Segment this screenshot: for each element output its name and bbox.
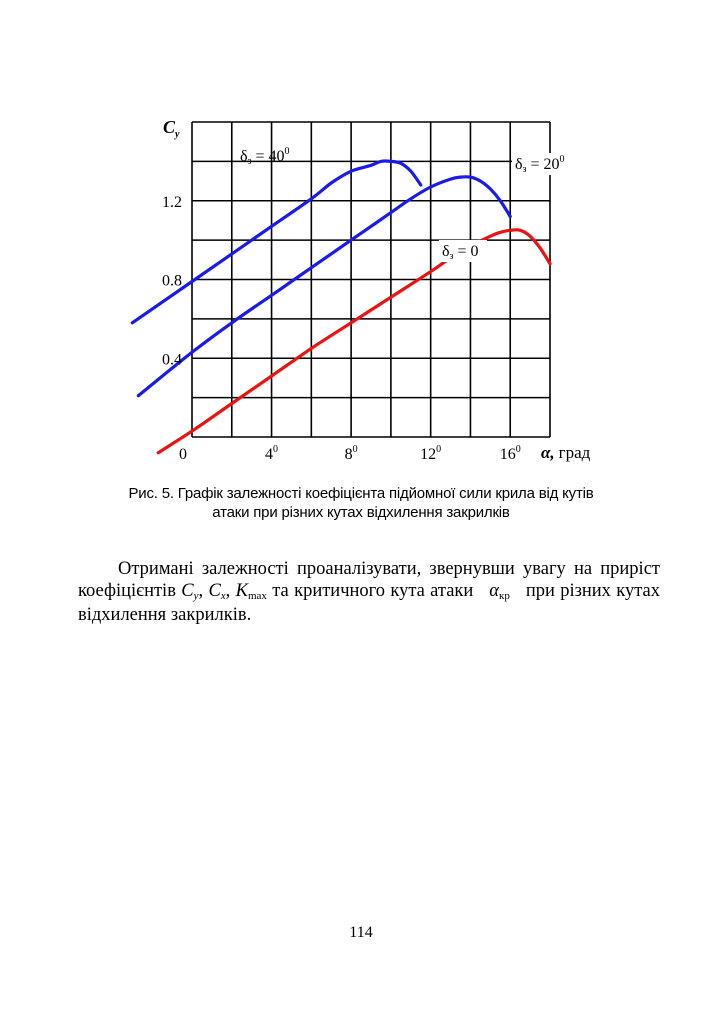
y-tick-label: 0.4 bbox=[162, 351, 182, 369]
series-line-0 bbox=[132, 161, 420, 323]
page-number: 114 bbox=[349, 924, 373, 941]
caption-line-1: Рис. 5. Графік залежності коефіцієнта підйомної сили крила від кутів bbox=[128, 485, 594, 502]
caption-line-2: атаки при різних кутах відхилення закрилків bbox=[212, 504, 510, 521]
x-tick-label: $12^0$ bbox=[420, 444, 442, 463]
x-tick-label: $8^0$ bbox=[344, 444, 358, 463]
series-label-0: $\delta з = 40^0$ bbox=[240, 146, 290, 167]
chart-curves bbox=[132, 161, 550, 453]
body-paragraph: Отримані залежності проаналізувати, звернувши увагу на приріст коефіцієнтів $C_y$, $C_x$, $K_{max}$ та критичного кута атаки $\alpha_{кр}$ при різних кутах відхилення закрилків. bbox=[78, 559, 661, 625]
series-label-1: $\delta з = 20^0$ bbox=[515, 154, 565, 175]
x-axis-label: α, град bbox=[541, 443, 591, 462]
series-line-1 bbox=[138, 177, 510, 396]
x-tick-label: $16^0$ bbox=[499, 444, 521, 463]
lift-coefficient-chart bbox=[0, 0, 722, 480]
x-tick-label: 0 bbox=[179, 446, 187, 463]
chart-series-labels bbox=[240, 146, 578, 262]
series-label-2: δз = 0 bbox=[442, 243, 479, 262]
chart-grid bbox=[192, 122, 550, 437]
figure-caption bbox=[100, 484, 622, 522]
y-tick-label: 1.2 bbox=[162, 193, 182, 211]
y-axis-label: $C_y$ bbox=[163, 117, 180, 140]
x-tick-label: $4^0$ bbox=[265, 444, 279, 463]
y-tick-label: 0.8 bbox=[162, 272, 182, 290]
